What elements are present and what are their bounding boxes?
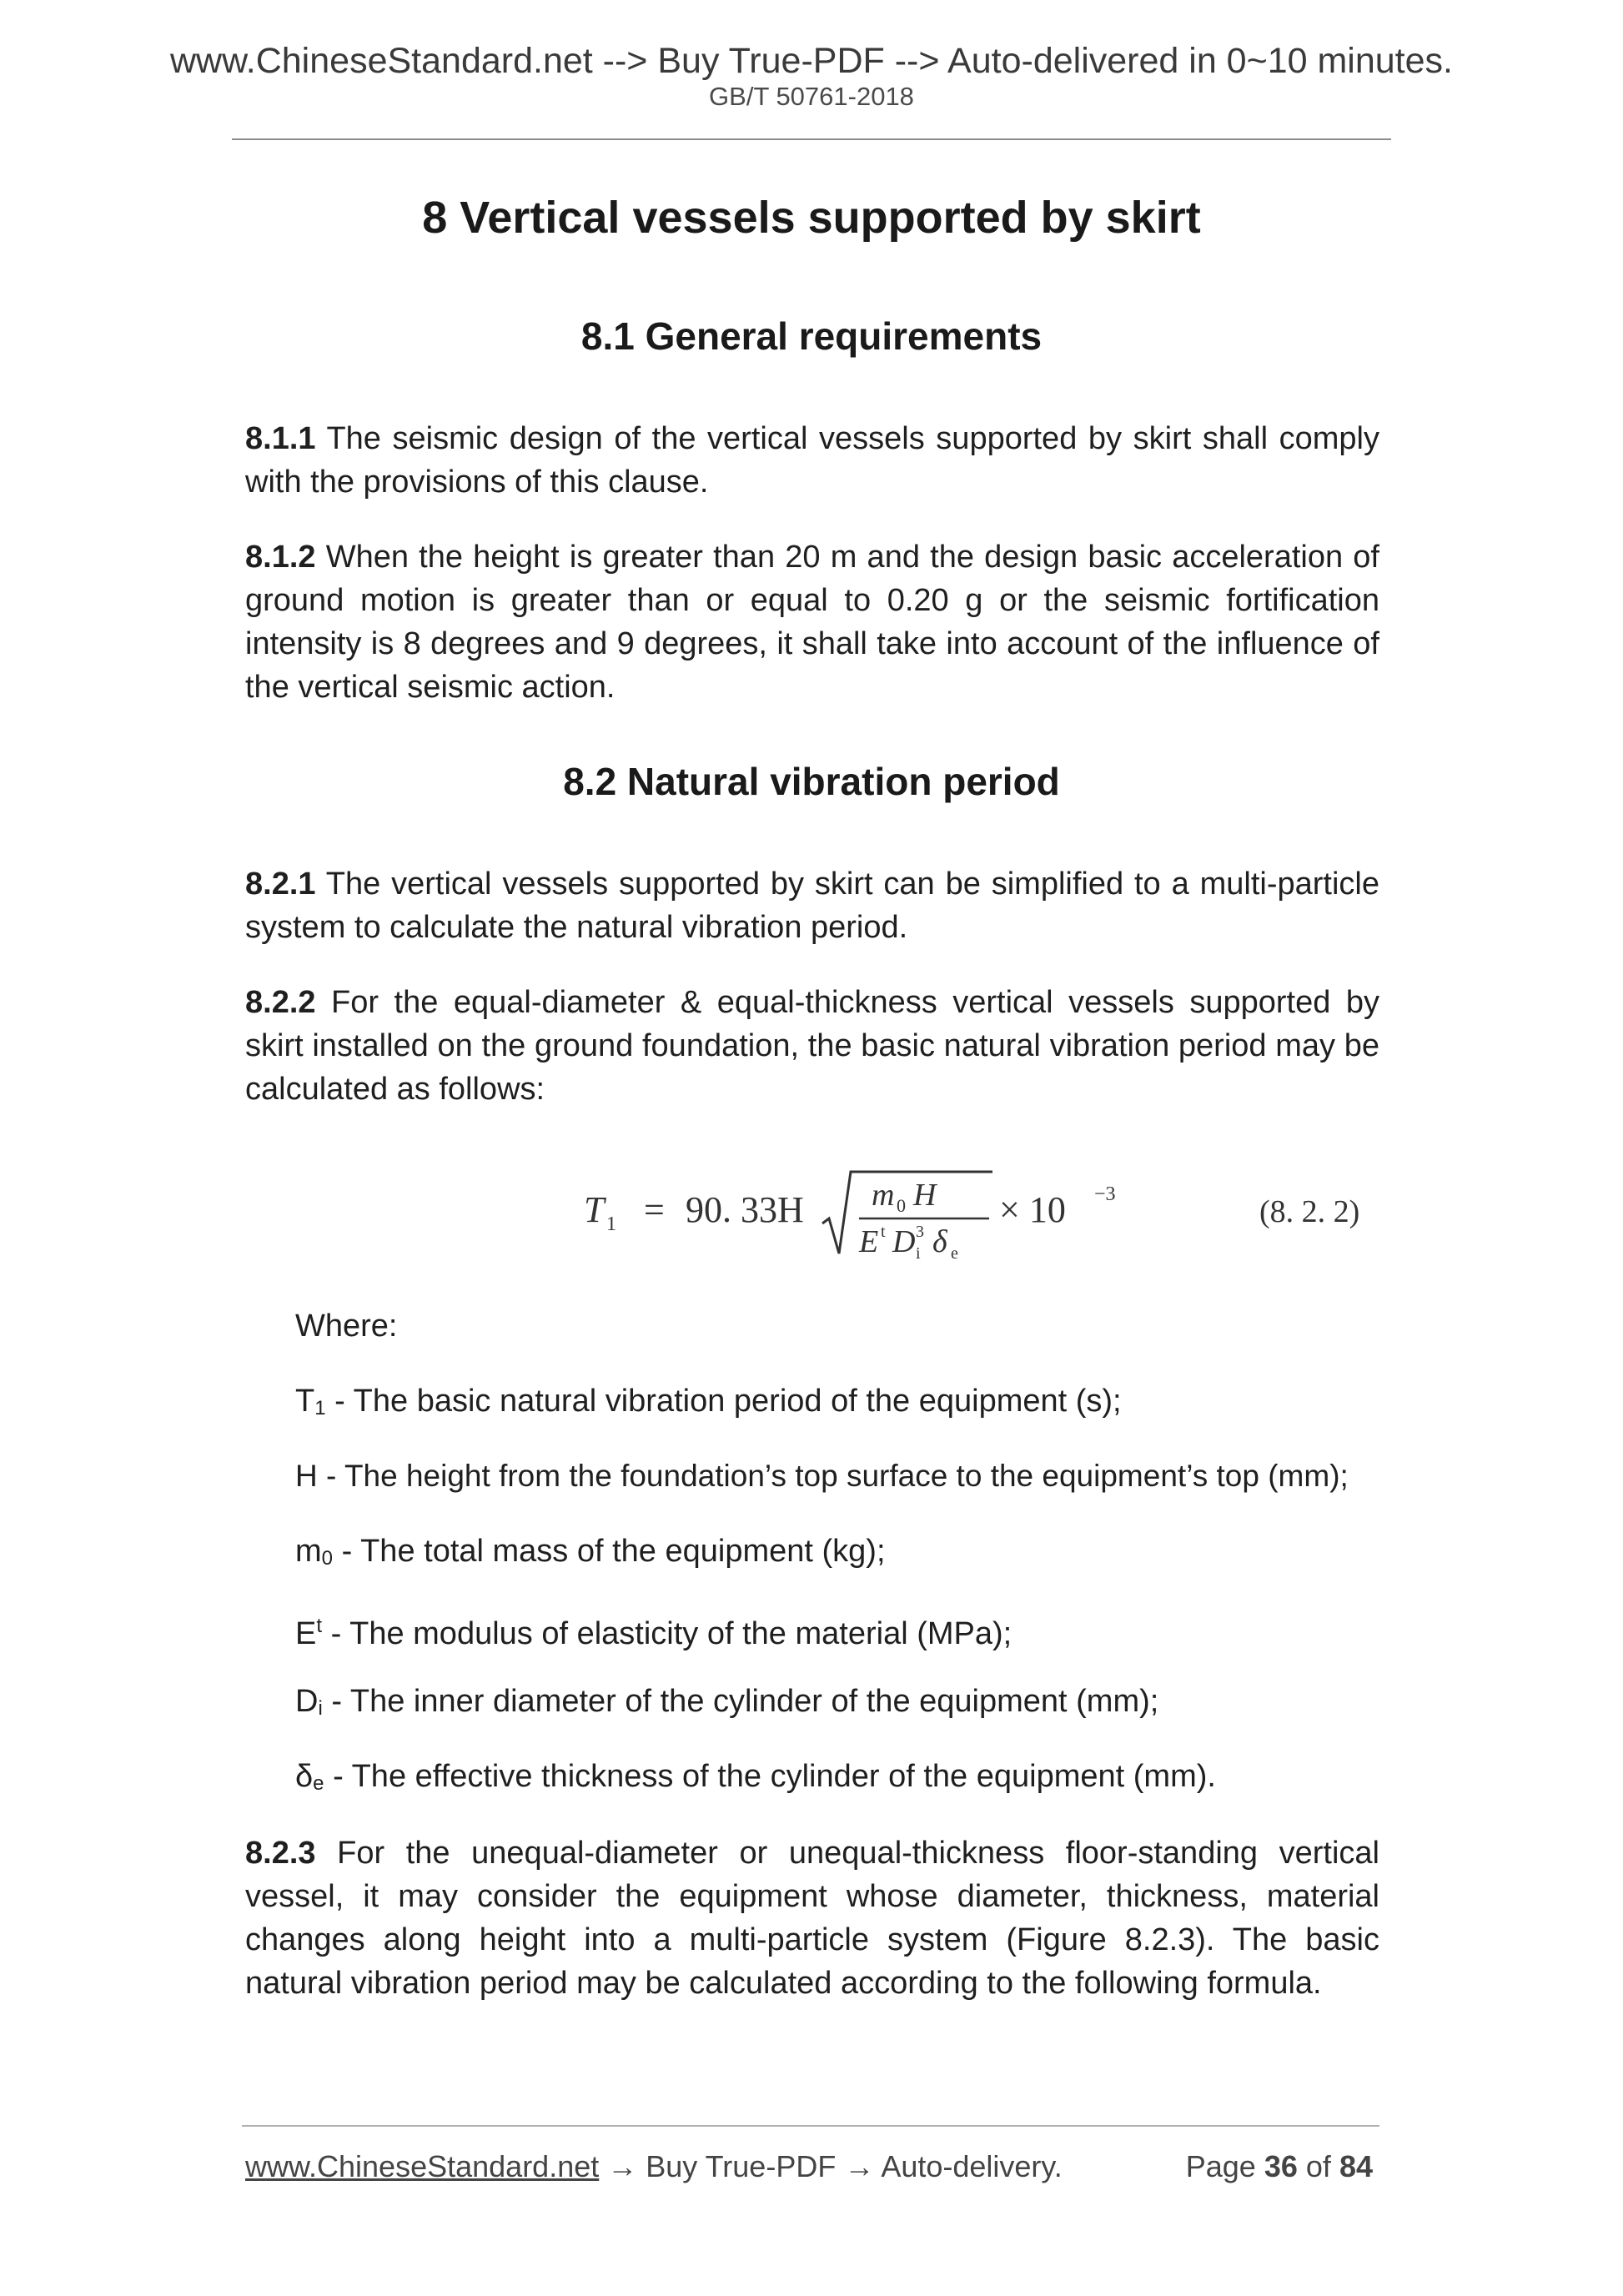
where-label: Where: bbox=[295, 1309, 398, 1344]
formula-8-2-2 bbox=[584, 1163, 1389, 1272]
clause-text: For the equal-diameter & equal-thickness vertical vessels supported by skirt installed on the ground foundation, the basic natural vibration period may be calculated as follows: bbox=[245, 985, 1379, 1107]
where-item bbox=[295, 1454, 1349, 1498]
clause-number: 8.1.1 bbox=[245, 421, 316, 456]
clause-number: 8.1.2 bbox=[245, 540, 316, 575]
formula-den-D-sup: 3 bbox=[916, 1223, 924, 1241]
where-item bbox=[295, 1680, 1158, 1731]
formula-coefficient: 90. 33H bbox=[686, 1189, 804, 1230]
formula-den-delta: δ bbox=[932, 1224, 947, 1259]
clause-number: 8.2.1 bbox=[245, 867, 316, 902]
section-title-8-1: 8.1 General requirements bbox=[580, 314, 1043, 358]
symbol: T bbox=[295, 1384, 315, 1419]
formula-den-E: E bbox=[859, 1224, 879, 1259]
definition: - The height from the foundation’s top surface to the equipment’s top (mm); bbox=[317, 1459, 1349, 1493]
clause-8-1-2 bbox=[245, 535, 1379, 709]
clause-text: For the unequal-diameter or unequal-thickness floor-standing vertical vessel, it may consider the equipment whose diameter, thickness, material changes along height into a multi-particle system (Figure 8.2.3). The basic natural vibration period may be calculated according to the following formula. bbox=[245, 1836, 1379, 2001]
where-item bbox=[295, 1755, 1216, 1806]
footer-divider bbox=[242, 2125, 1379, 2127]
definition: - The modulus of elasticity of the material (MPa); bbox=[322, 1616, 1012, 1651]
formula-den-D-sub: i bbox=[916, 1244, 921, 1263]
clause-number: 8.2.2 bbox=[245, 985, 316, 1020]
symbol-sub: 1 bbox=[314, 1397, 326, 1419]
symbol: D bbox=[295, 1684, 319, 1719]
clause-8-2-3 bbox=[245, 1831, 1379, 2005]
chapter-title: 8 Vertical vessels supported by skirt bbox=[422, 193, 1201, 243]
clause-8-2-1 bbox=[245, 862, 1379, 949]
symbol: δ bbox=[295, 1759, 314, 1794]
formula-den-E-sup: t bbox=[881, 1223, 886, 1241]
page-number: 36 bbox=[1264, 2149, 1298, 2183]
formula-den-delta-sub: e bbox=[951, 1244, 958, 1263]
definition: - The inner diameter of the cylinder of the equipment (mm); bbox=[322, 1684, 1159, 1719]
formula-numerator-sub: 0 bbox=[897, 1195, 906, 1216]
clause-8-1-1 bbox=[245, 417, 1379, 504]
symbol-sup: t bbox=[316, 1615, 323, 1637]
clause-8-2-2 bbox=[245, 981, 1379, 1111]
clause-text: When the height is greater than 20 m and the design basic acceleration of ground motion is greater than or equal to 0.20 g or the seismic fortification intensity is 8 degrees and 9 degrees, it shall take into account of the influence of the vertical seismic action. bbox=[245, 540, 1379, 705]
footer-link[interactable]: www.ChineseStandard.net bbox=[245, 2149, 600, 2183]
formula-exponent: −3 bbox=[1094, 1183, 1116, 1205]
symbol: E bbox=[295, 1616, 317, 1651]
page-total: 84 bbox=[1339, 2149, 1373, 2183]
definition: - The total mass of the equipment (kg); bbox=[333, 1534, 886, 1569]
definition: - The basic natural vibration period of the equipment (s); bbox=[325, 1384, 1122, 1419]
standard-code: GB/T 50761-2018 bbox=[709, 82, 914, 111]
clause-text: The vertical vessels supported by skirt can be simplified to a multi-particle system to calculate the natural vibration period. bbox=[245, 867, 1379, 945]
where-item bbox=[295, 1530, 886, 1580]
page-label: Page bbox=[1185, 2149, 1256, 2183]
formula-lhs-sub: 1 bbox=[606, 1213, 616, 1235]
header-banner: www.ChineseStandard.net --> Buy True-PDF --> Auto-delivered in 0~10 minutes. bbox=[169, 41, 1453, 81]
formula-lhs: T bbox=[584, 1189, 605, 1230]
footer-tail: → Buy True-PDF → Auto-delivery. bbox=[599, 2149, 1063, 2183]
section-title-8-2: 8.2 Natural vibration period bbox=[563, 760, 1060, 803]
symbol-sub: i bbox=[318, 1697, 323, 1720]
header-divider bbox=[232, 138, 1391, 140]
symbol-sub: e bbox=[313, 1772, 324, 1795]
equation-number: (8. 2. 2) bbox=[1259, 1194, 1360, 1229]
of-label: of bbox=[1305, 2149, 1331, 2183]
clause-number: 8.2.3 bbox=[245, 1836, 316, 1871]
definition: - The effective thickness of the cylinder of the equipment (mm). bbox=[324, 1759, 1216, 1794]
formula-numerator-rest: H bbox=[913, 1178, 937, 1213]
formula-den-D: D bbox=[892, 1224, 916, 1259]
where-item bbox=[295, 1605, 1012, 1655]
symbol-sub: 0 bbox=[321, 1547, 334, 1570]
formula-equals: = bbox=[644, 1189, 665, 1230]
where-item bbox=[295, 1379, 1122, 1430]
footer bbox=[245, 2150, 1379, 2183]
symbol: m bbox=[295, 1534, 322, 1569]
symbol: H bbox=[295, 1459, 318, 1493]
formula-numerator: m bbox=[872, 1178, 895, 1213]
formula-times: × 10 bbox=[999, 1189, 1066, 1230]
page-indicator bbox=[1186, 2150, 1373, 2183]
clause-text: The seismic design of the vertical vessels supported by skirt shall comply with the provisions of this clause. bbox=[245, 421, 1379, 500]
